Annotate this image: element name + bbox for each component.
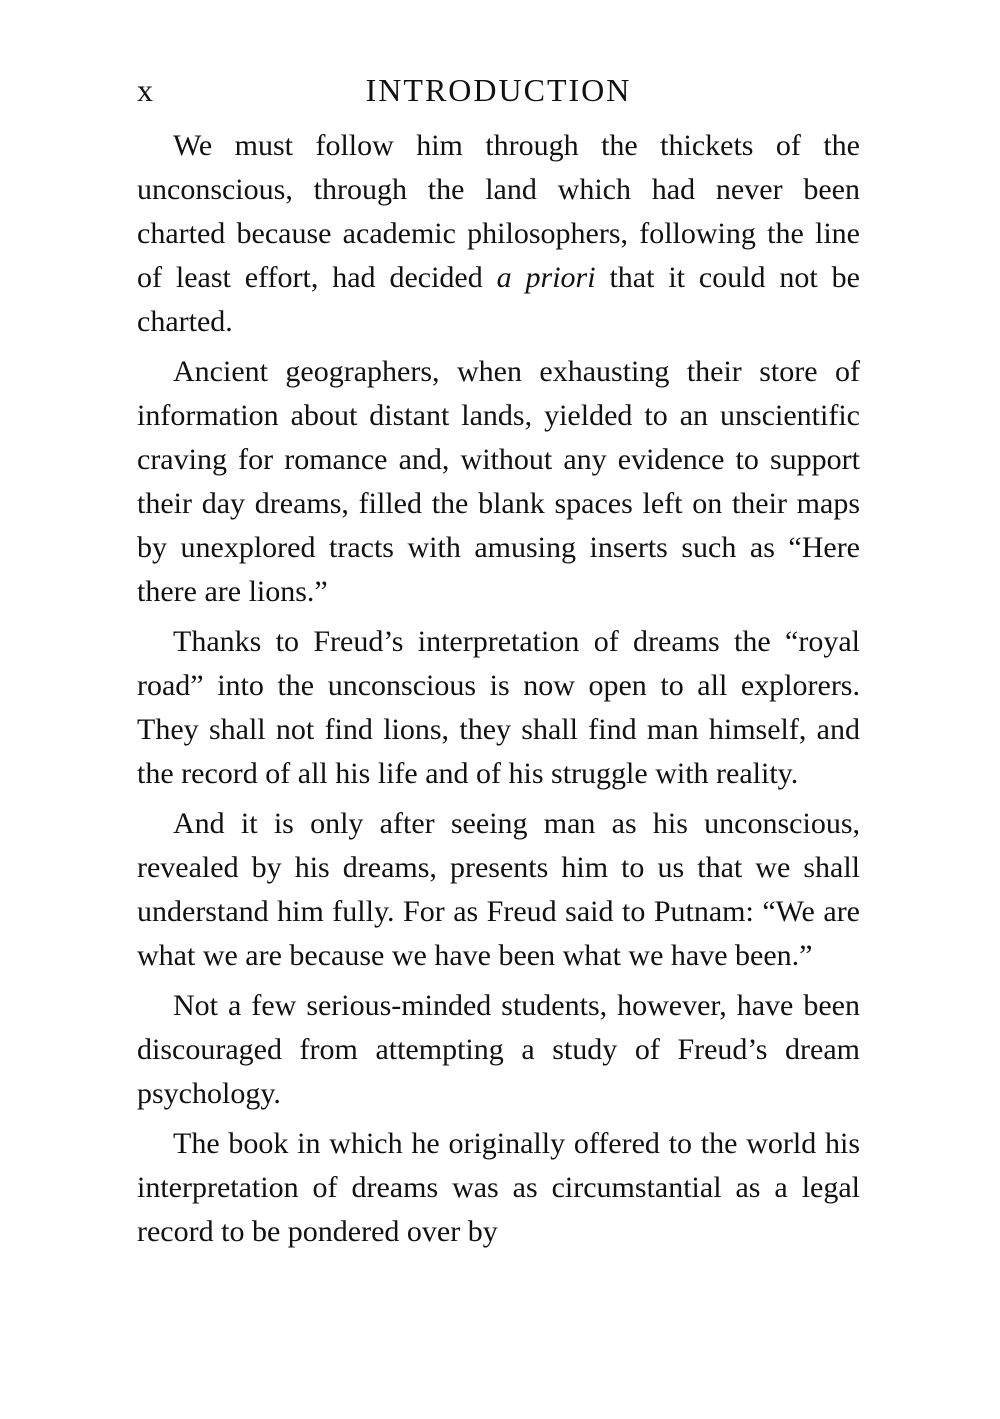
- paragraph-4: And it is only after seeing man as his unconscious, revealed by his dreams, presents him to us that we shall understand him fully. For as Freud said to Putnam: “We are what we are because we have been what we have been.”: [137, 807, 860, 972]
- paragraph-6: The book in which he originally offered to the world his interpretation of dreams was as circumstantial as a legal record to be pondered over by: [137, 1127, 860, 1248]
- running-head: INTRODUCTION: [365, 72, 632, 108]
- paragraph-5: Not a few serious-minded students, however, have been discouraged from attempting a study of Freud’s dream psychology.: [137, 989, 860, 1110]
- body-text: [137, 124, 860, 1260]
- paragraph-1-text-start: We must follow him through the thickets of the unconscious, through the land which had never been charted because academic philosophers, following the line of least effort, had decided: [137, 129, 860, 294]
- page-header: [137, 68, 860, 112]
- paragraph-1-text-end: that it could not be charted.: [137, 261, 860, 338]
- paragraph-2: Ancient geographers, when exhausting their store of information about distant lands, yielded to an unscientific craving for romance and, without any evidence to support their day dreams, filled the blank spaces left on their maps by unexplored tracts with amusing inserts such as “Here there are lions.”: [137, 355, 860, 608]
- page-number: x: [137, 72, 153, 108]
- paragraph-1: [137, 124, 860, 344]
- paragraph-3: Thanks to Freud’s interpretation of dreams the “royal road” into the unconscious is now open to all explorers. They shall not find lions, they shall find man himself, and the record of all his life and of his struggle with reality.: [137, 625, 860, 790]
- italic-phrase: a priori: [496, 261, 596, 294]
